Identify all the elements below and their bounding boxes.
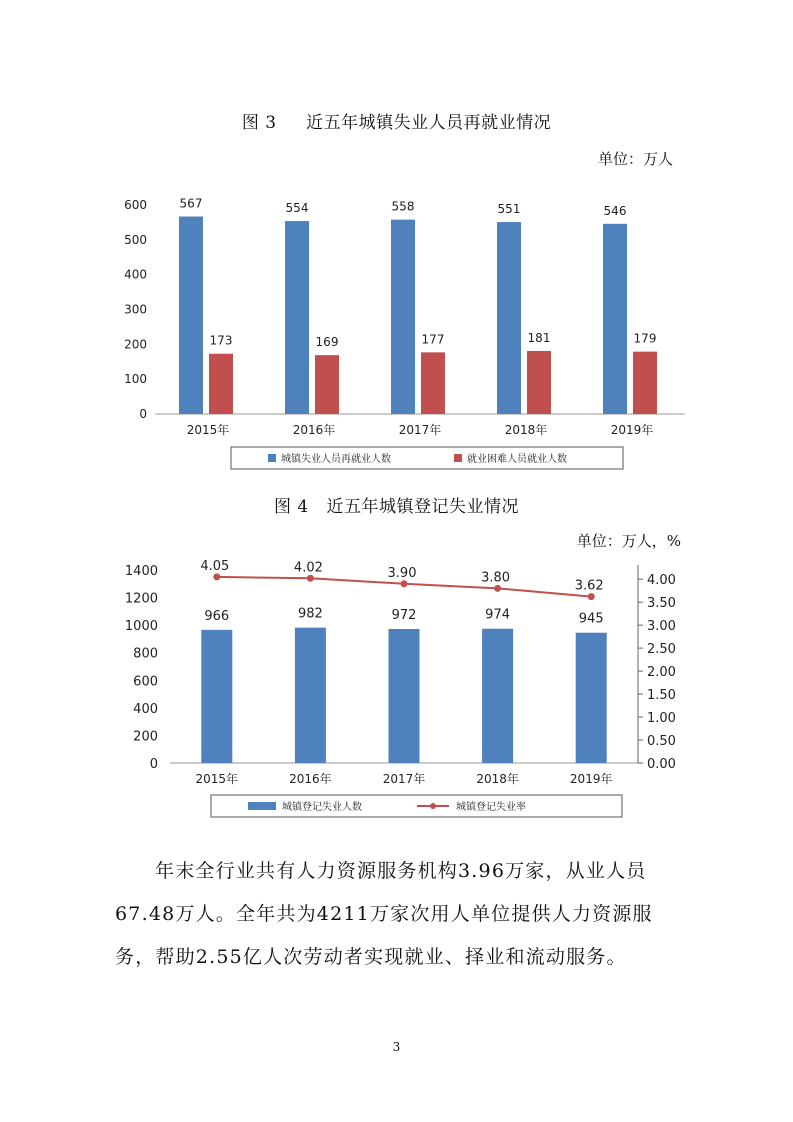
bar [421, 352, 445, 414]
x-tick-label: 2019年 [610, 423, 654, 437]
bar [482, 629, 513, 763]
y-left-tick-label: 1400 [124, 564, 158, 579]
y-left-tick-label: 0 [149, 757, 158, 772]
data-label: 554 [285, 201, 309, 216]
x-tick-label: 2019年 [569, 772, 613, 786]
y-left-tick-label: 200 [133, 729, 158, 745]
x-tick-label: 2018年 [504, 423, 548, 437]
legend-label: 城镇登记失业率 [456, 802, 526, 813]
line-point [401, 580, 408, 587]
data-label: 181 [527, 330, 551, 345]
bar [497, 222, 521, 414]
y-right-tick-label: 0.50 [647, 734, 676, 750]
line-point [307, 575, 314, 582]
y-right-tick-label: 3.50 [647, 596, 676, 612]
chart-legend [211, 795, 622, 817]
data-label: 567 [179, 196, 203, 211]
y-right-tick-label: 2.50 [647, 642, 676, 658]
chart-legend [231, 447, 623, 469]
x-tick-label: 2016年 [289, 772, 332, 786]
bar-data-label: 945 [578, 611, 604, 627]
combo-chart-unemployment [0, 550, 793, 825]
legend-swatch [268, 454, 276, 462]
bar-data-label: 966 [204, 608, 230, 624]
line-data-label: 3.90 [387, 565, 417, 581]
bar-data-label: 982 [297, 606, 323, 622]
y-right-tick-label: 4.00 [647, 573, 676, 589]
y-right-tick-label: 2.00 [647, 665, 676, 681]
y-left-tick-label: 600 [133, 674, 158, 690]
y-left-tick-label: 1200 [124, 591, 158, 607]
line-data-label: 3.80 [481, 570, 511, 586]
figure-4-title [0, 492, 793, 517]
x-tick-label: 2017年 [382, 772, 426, 786]
bar [285, 221, 309, 414]
legend-marker [430, 803, 436, 809]
figure-4-number: 图 4 [274, 497, 309, 517]
bar-chart-reemployment [0, 185, 793, 475]
y-tick-label: 200 [124, 337, 147, 352]
x-tick-label: 2016年 [292, 423, 336, 437]
line-point [588, 593, 595, 600]
data-label: 173 [209, 333, 233, 348]
data-label: 177 [421, 332, 445, 347]
y-tick-label: 300 [124, 302, 147, 317]
legend-swatch [454, 454, 462, 462]
y-tick-label: 500 [124, 232, 147, 247]
bar [201, 630, 232, 763]
data-label: 179 [633, 331, 657, 346]
y-left-tick-label: 800 [133, 646, 158, 662]
legend-label: 就业困难人员就业人数 [467, 454, 567, 465]
figure-3-title [0, 108, 793, 133]
bar [209, 354, 233, 414]
figure-3-caption: 近五年城镇失业人员再就业情况 [306, 113, 552, 133]
bar [576, 633, 607, 763]
page-number: 3 [392, 1040, 401, 1054]
line-data-label: 3.62 [574, 578, 604, 594]
y-tick-label: 100 [124, 372, 147, 387]
y-tick-label: 400 [124, 267, 147, 282]
bar [179, 216, 203, 414]
figure-4-unit: 单位：万人，% [576, 532, 681, 550]
y-tick-label: 0 [139, 407, 147, 421]
y-left-tick-label: 1000 [124, 619, 158, 635]
bar [633, 352, 657, 414]
legend-swatch [248, 802, 276, 810]
x-tick-label: 2018年 [476, 772, 519, 786]
data-label: 551 [497, 202, 521, 217]
line-data-label: 4.05 [200, 558, 230, 574]
line-point [213, 573, 220, 580]
legend-label: 城镇失业人员再就业人数 [281, 454, 391, 465]
y-right-tick-label: 1.00 [647, 711, 676, 727]
y-left-tick-label: 400 [133, 701, 158, 717]
line-data-label: 4.02 [293, 560, 323, 576]
figure-3-unit: 单位：万人 [597, 150, 673, 168]
x-tick-label: 2017年 [398, 423, 442, 437]
figure-4-caption: 近五年城镇登记失业情况 [326, 497, 519, 517]
data-label: 558 [391, 199, 415, 214]
bar [389, 629, 420, 763]
bar-data-label: 974 [485, 607, 511, 623]
y-right-tick-label: 1.50 [647, 688, 676, 704]
bar [603, 224, 627, 414]
x-tick-label: 2015年 [195, 772, 239, 786]
x-tick-label: 2015年 [186, 423, 230, 437]
bar [527, 351, 551, 414]
data-label: 169 [315, 335, 339, 350]
bar-data-label: 972 [391, 608, 417, 624]
body-paragraph: 年末全行业共有人力资源服务机构3.96万家，从业人员67.48万人。全年共为4211万家次用人单位提供人力资源服务，帮助2.55亿人次劳动者实现就业、择业和流动服务。 [115, 860, 653, 968]
figure-3-number: 图 3 [241, 113, 277, 133]
y-right-tick-label: 0.00 [647, 757, 676, 772]
data-label: 546 [603, 203, 627, 218]
y-tick-label: 600 [124, 198, 147, 212]
legend-label: 城镇登记失业人数 [282, 802, 362, 813]
bar [315, 355, 339, 414]
y-right-tick-label: 3.00 [647, 619, 676, 635]
line-point [494, 585, 501, 592]
bar [295, 628, 326, 763]
bar [391, 220, 415, 414]
